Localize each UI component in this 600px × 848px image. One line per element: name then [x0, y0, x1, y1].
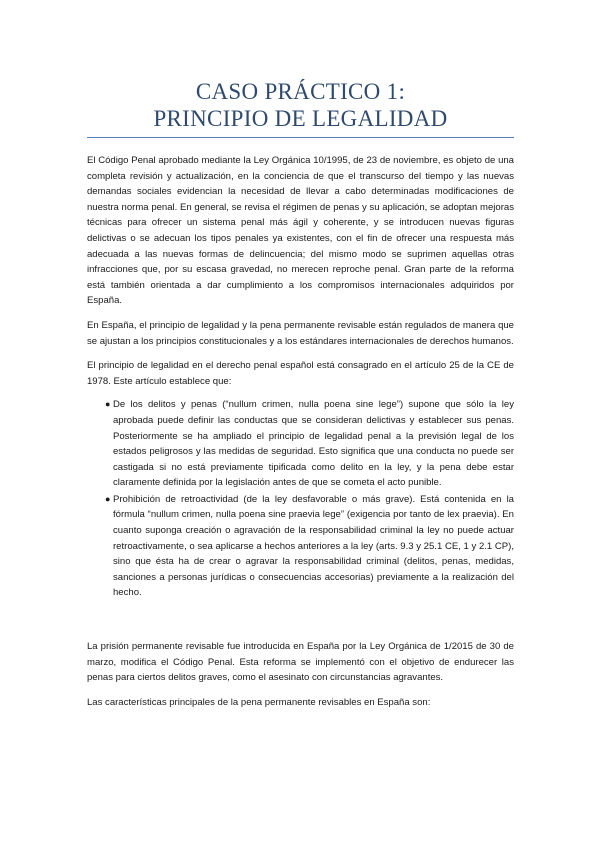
list-item-text: De los delitos y penas (“nullum crimen, nulla poena sine lege”) supone que sólo la ley aprobada puede definir las conductas que se consideran delictivas y establecer sus penas. Posteriormente se ha ampliado el principio de legalidad penal a la previsión legal de los estados peligrosos y las medidas de seguridad. Esto significa que una conducta no puede ser castigada si no está previamente tipificada como delito en la ley, y la pena debe estar claramente definida por la legislación antes de que se cometa el acto punible. — [113, 399, 514, 489]
list-item-text: Prohibición de retroactividad (de la ley desfavorable o más grave). Está contenida en la fórmula “nullum crimen, nulla poena sine praevia lege” (exigencia por tanto de lex praevia). En cuanto suponga creación o agravación de la responsabilidad criminal la ley no puede actuar retroactivamente, o sea aplicarse a hechos anteriores a la ley (arts. 9.3 y 25.1 CE, 1 y 2.1 CP), sino que ésta ha de crear o agravar la responsabilidad criminal (delitos, penas, medidas, sanciones a personas jurídicas o consecuencias accesorias) previamente a la realización del hecho. — [113, 493, 514, 599]
principles-list — [87, 397, 514, 601]
bullet-icon: ● — [105, 493, 111, 504]
list-item — [87, 397, 514, 491]
title-line-1: CASO PRÁCTICO 1: — [195, 79, 406, 104]
bullet-icon: ● — [105, 399, 111, 410]
title-divider — [87, 137, 514, 138]
paragraph-caracteristicas: Las características principales de la pena permanente revisables en España son: — [87, 696, 431, 708]
document-page — [87, 0, 514, 710]
list-item — [87, 492, 514, 601]
document-title — [87, 78, 514, 132]
paragraph-spain: En España, el principio de legalidad y la pena permanente revisable están regulados de manera que se ajustan a los principios constitucionales y a los estándares internacionales de derechos humanos. — [87, 319, 514, 347]
paragraph-article-25: El principio de legalidad en el derecho penal español está consagrado en el artículo 25 de la CE de 1978. Este artículo establece que: — [87, 360, 514, 387]
title-line-2: PRINCIPIO DE LEGALIDAD — [153, 106, 448, 131]
paragraph-prision-permanente: La prisión permanente revisable fue introducida en España por la Ley Orgánica de 1/2015 de 30 de marzo, modifica el Código Penal. Esta reforma se implementó con el objetivo de endurecer las penas para ciertos delitos graves, como el asesinato con circunstancias agravantes. — [87, 641, 514, 684]
paragraph-intro: El Código Penal aprobado mediante la Ley Orgánica 10/1995, de 23 de noviembre, es objeto de una completa revisión y actualización, en la conciencia de que el transcurso del tiempo y las nuevas demandas sociales evidencian la necesidad de llevar a cabo determinadas modificaciones de nuestra norma penal. En general, se revisa el régimen de penas y su aplicación, se adoptan mejoras técnicas para ofrecer un sistema penal más ágil y coherente, y se introducen nuevas figuras delictivas o se adecuan los tipos penales ya existentes, con el fin de ofrecer una respuesta más adecuada a las nuevas formas de delincuencia; del mismo modo se suprimen aquellas otras infracciones que, por su escasa gravedad, no merecen reproche penal. Gran parte de la reforma está también orientada a dar cumplimiento a los compromisos internacionales adquiridos por España. — [87, 155, 514, 307]
